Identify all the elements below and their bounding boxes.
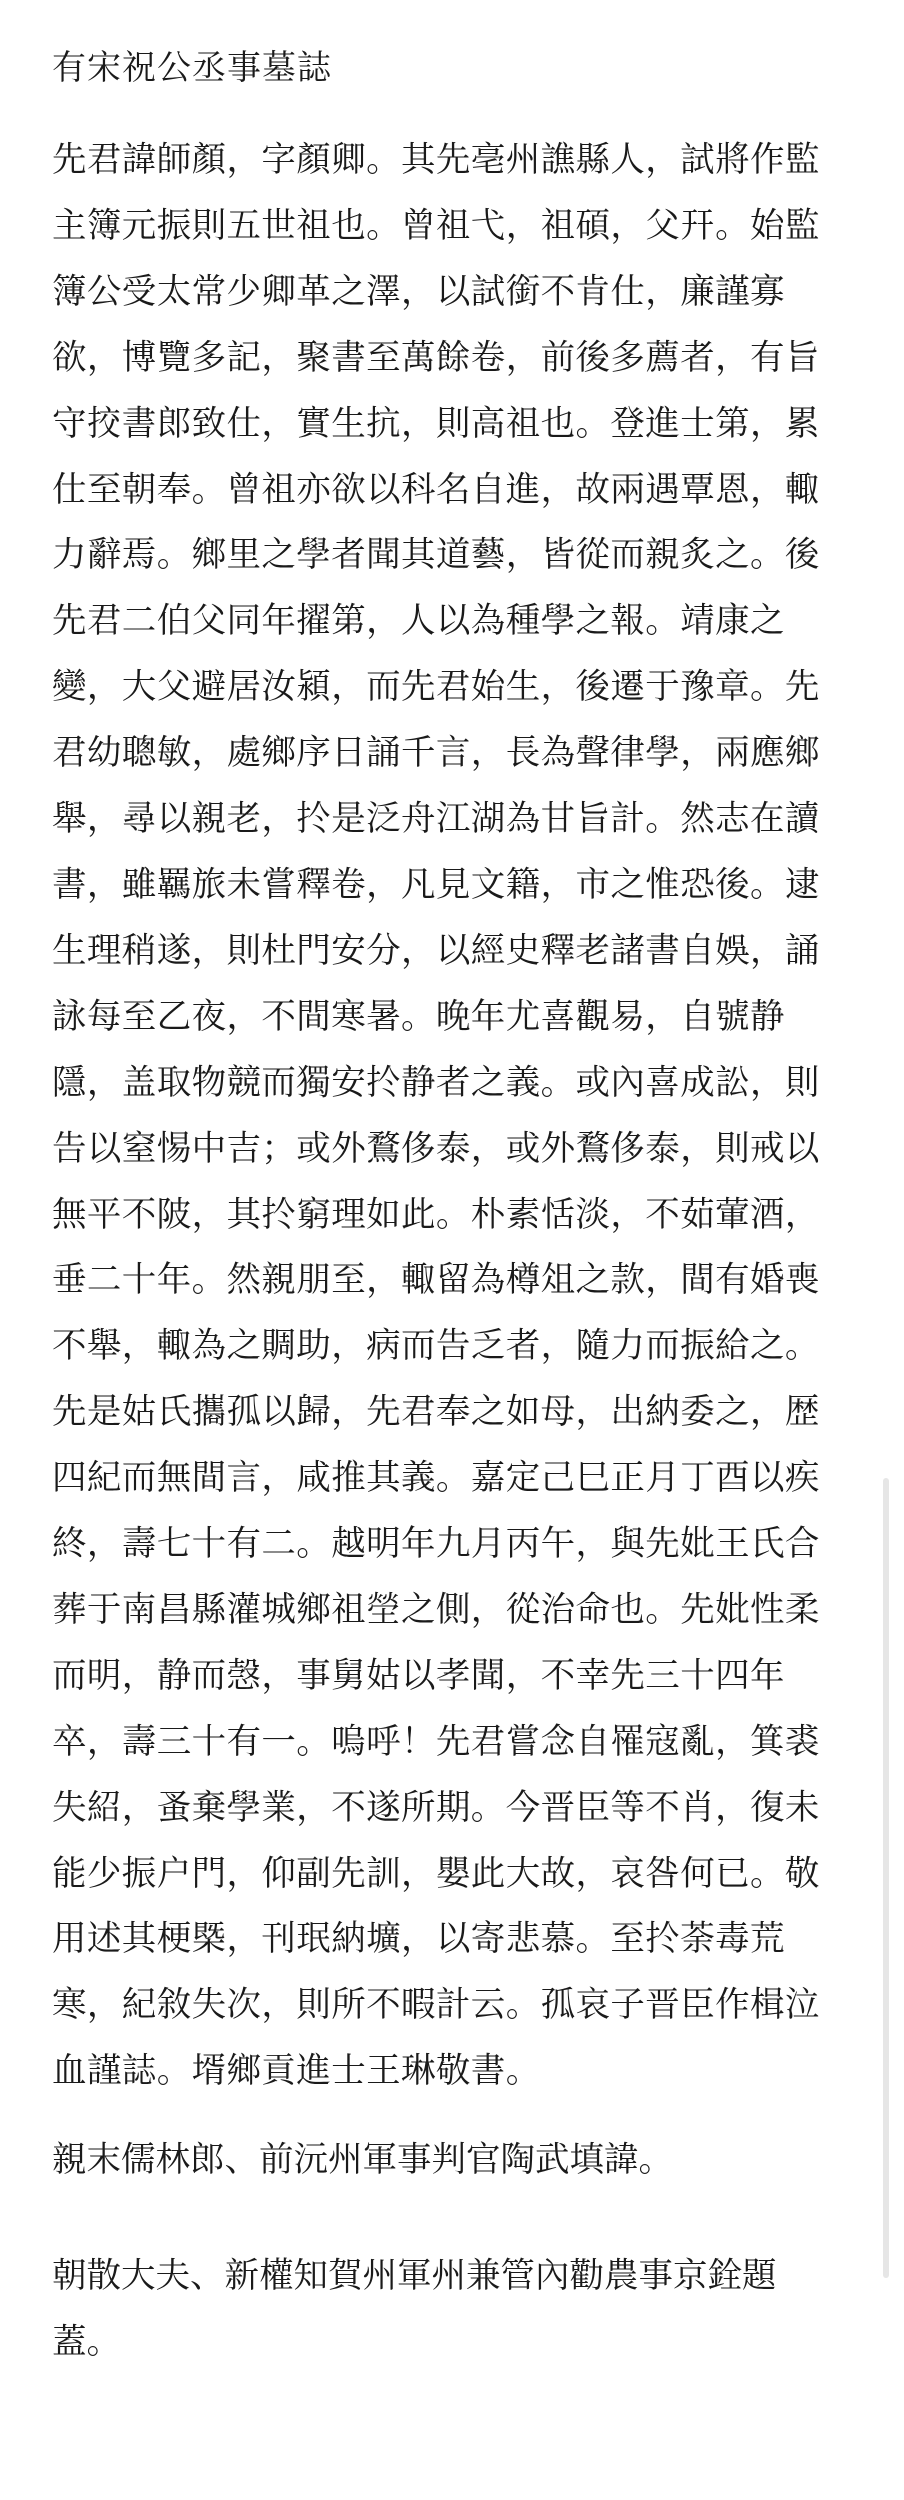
text-line: 簿公受太常少卿革之澤，以試銜不肯仕，廉謹寡	[52, 271, 785, 312]
text-line: 先君諱師顏，字顏卿。其先亳州譙縣人，試將作監	[52, 140, 820, 180]
scrollbar[interactable]	[883, 1478, 889, 2278]
text-line: 守挍書郎致仕，實生抗，則高祖也。登進士第，累	[52, 403, 820, 444]
document-title: 有宋祝公丞事墓誌	[52, 48, 332, 88]
text-line: 血謹誌。壻鄉貢進士王琳敬書。	[52, 2051, 541, 2092]
text-line: 無平不陂，其扵窮理如此。朴素恬淡，不茹葷酒，	[52, 1194, 820, 1235]
text-line: 蓋。	[52, 2321, 121, 2362]
text-line: 能少振户門，仰副先訓，嬰此大故，哀咎何已。敬	[52, 1853, 820, 1894]
text-line: 隱，盖取物競而獨安扵静者之義。或內喜成訟，則	[52, 1062, 820, 1103]
text-line: 欲，博覽多記，聚書至萬餘卷，前後多薦者，有旨	[52, 337, 820, 378]
text-line: 生理稍遂，則杜門安分，以經史釋老諸書自娛，誦	[52, 930, 820, 971]
text-line: 先是姑氏攜孤以歸，先君奉之如母，出納委之，歴	[52, 1392, 820, 1433]
text-line: 告以窒惕中吉；或外鶩侈泰，或外鶩侈泰，則戒以	[52, 1128, 820, 1169]
name-filler-paragraph: 親末儒林郎、前沅州軍事判官陶武填諱。	[52, 2140, 673, 2180]
text-line: 書，雖羈旅未嘗釋卷，凡見文籍，市之惟恐後。逮	[52, 864, 820, 905]
text-line: 主簿元振則五世祖也。曾祖弋，祖碩，父幵。始監	[52, 205, 820, 246]
cover-inscription-paragraph	[52, 2244, 777, 2376]
text-line: 詠每至乙夜，不間寒暑。晚年尤喜觀易，自號静	[52, 996, 785, 1037]
text-line: 葬于南昌縣灌城鄉祖塋之側，從治命也。先妣性柔	[52, 1589, 820, 1630]
text-line: 用述其梗槩，刊珉納壙，以寄悲慕。至扵荼毒荒	[52, 1919, 785, 1960]
text-line: 先君二伯父同年擢第，人以為種學之報。靖康之	[52, 601, 785, 642]
text-line: 朝散大夫、新權知賀州軍州兼管內勸農事京銓題	[52, 2256, 777, 2296]
text-line: 仕至朝奉。曾祖亦欲以科名自進，故兩遇覃恩，輙	[52, 469, 820, 510]
text-line: 寒，紀敘失次，則所不暇計云。孤哀子晋臣作楫泣	[52, 1985, 820, 2026]
text-line: 君幼聰敏，處鄉序日誦千言，長為聲律學，兩應鄉	[52, 733, 820, 774]
text-line: 失紹，蚤棄學業，不遂所期。今晋臣等不肖，復未	[52, 1787, 820, 1828]
text-line: 垂二十年。然親朋至，輙留為樽俎之款，間有婚喪	[52, 1260, 820, 1301]
text-line: 變，大父避居汝潁，而先君始生，後遷于豫章。先	[52, 667, 820, 708]
text-line: 而明，静而愨，事舅姑以孝聞，不幸先三十四年	[52, 1655, 785, 1696]
text-line: 四紀而無間言，咸推其義。嘉定己巳正月丁酉以疾	[52, 1458, 820, 1499]
text-line: 不舉，輙為之賙助，病而告乏者，隨力而振給之。	[52, 1326, 820, 1367]
text-line: 卒，壽三十有一。嗚呼！先君嘗念自罹寇亂，箕裘	[52, 1721, 820, 1762]
text-line: 終，壽七十有二。越明年九月丙午，與先妣王氏合	[52, 1524, 820, 1565]
text-line: 力辭焉。鄉里之學者聞其道藝，皆從而親炙之。後	[52, 535, 820, 576]
epitaph-body	[52, 128, 872, 2105]
text-line: 舉，尋以親老，扵是泛舟江湖為甘旨計。然志在讀	[52, 799, 820, 840]
